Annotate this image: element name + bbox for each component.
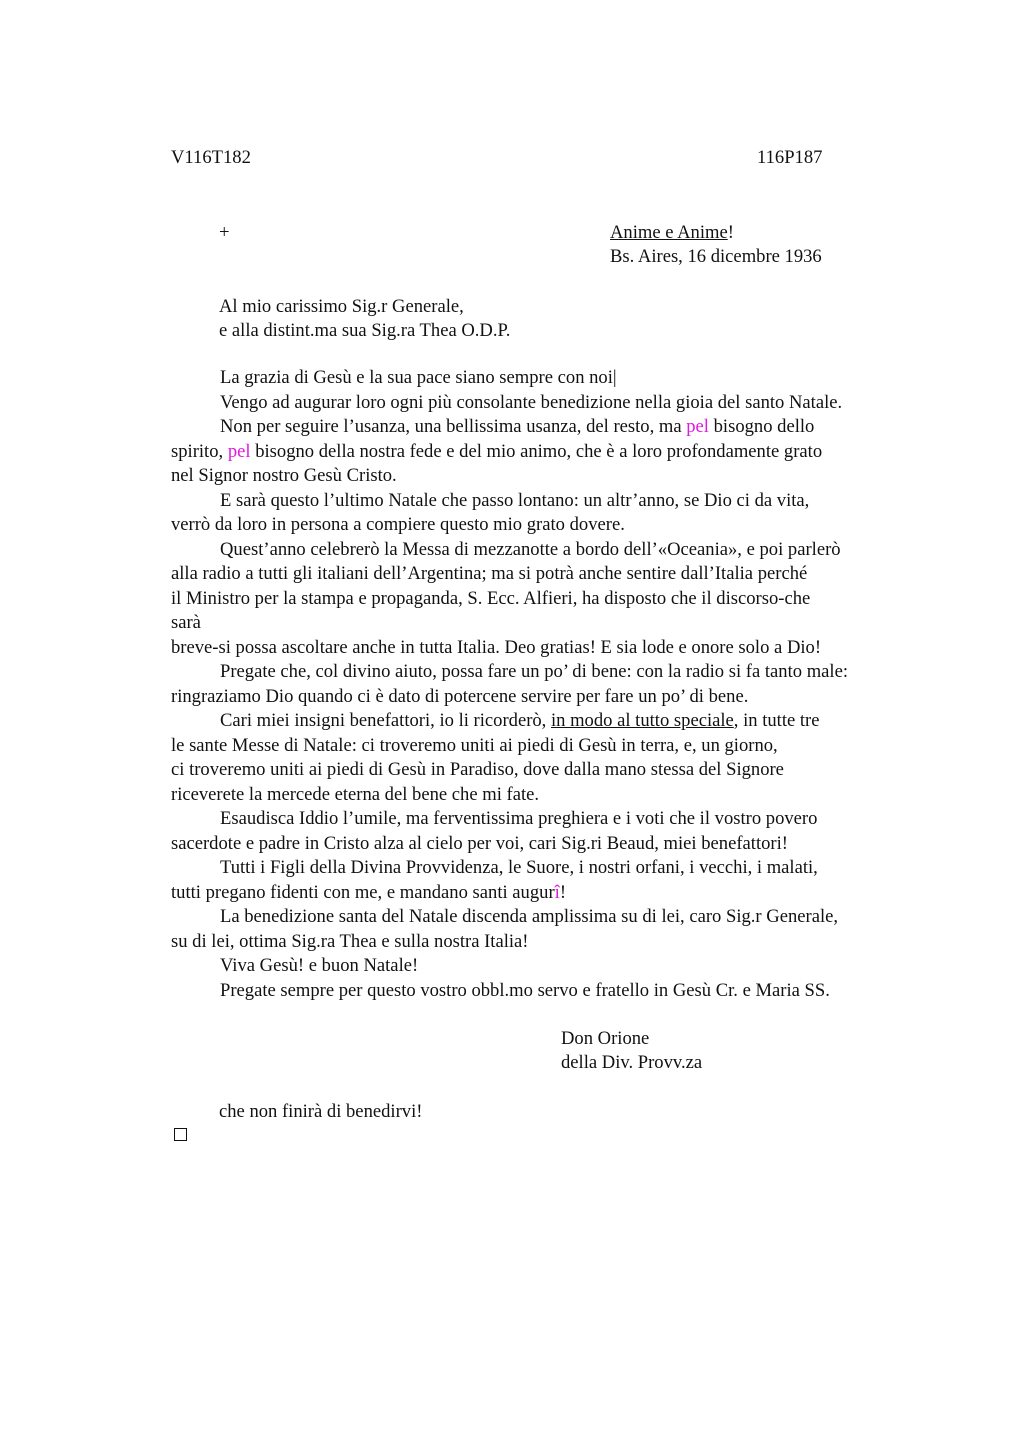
letter-line: il Ministro per la stampa e propaganda, S. Ecc. Alfieri, ha disposto che il discorso-che: [171, 587, 811, 609]
letter-line: [171, 440, 931, 465]
letter-line: Vengo ad augurar loro ogni più consolante benedizione nella gioia del santo Natale.: [220, 391, 843, 413]
address-line-2: e alla distint.ma sua Sig.ra Thea O.D.P.: [219, 320, 511, 341]
letter-line: sarà: [171, 612, 201, 633]
letter-line: [171, 709, 931, 734]
letter-line: Tutti i Figli della Divina Provvidenza, le Suore, i nostri orfani, i vecchi, i malati,: [220, 857, 818, 878]
cross-mark: +: [219, 222, 230, 243]
letter-line: nel Signor nostro Gesù Cristo.: [171, 465, 397, 486]
address-line-1: Al mio carissimo Sig.r Generale,: [219, 296, 464, 317]
text-span: Cari miei insigni benefattori, io li ricorderò,: [220, 710, 551, 731]
text-span: , in tutte tre: [733, 710, 820, 731]
letter-line: ringraziamo Dio quando ci è dato di potercene servire per fare un po’ di bene.: [171, 685, 749, 707]
letter-line: le sante Messe di Natale: ci troveremo uniti ai piedi di Gesù in terra, e, un giorno,: [171, 734, 778, 756]
motto-punct: !: [727, 222, 734, 243]
text-span: tutti pregano fidenti con me, e mandano santi augur: [171, 881, 555, 903]
underlined-phrase: in modo al tutto speciale: [550, 710, 734, 731]
signature-title: della Div. Provv.za: [561, 1052, 703, 1073]
letter-line: E sarà questo l’ultimo Natale che passo lontano: un altr’anno, se Dio ci da vita,: [220, 489, 810, 511]
text-span: bisogno della nostra fede e del mio animo, che è a loro profondamente grato: [250, 440, 823, 462]
text-span: bisogno dello: [708, 416, 815, 437]
archive-code-left: V116T182: [171, 147, 251, 168]
letter-line: [171, 415, 931, 440]
motto-line: [610, 221, 734, 246]
letter-line: riceverete la mercede eterna del bene che mi fate.: [171, 783, 540, 805]
letter-line: sacerdote e padre in Cristo alza al cielo per voi, cari Sig.ri Beaud, miei benefattori!: [171, 832, 788, 854]
place-date: Bs. Aires, 16 dicembre 1936: [610, 246, 822, 267]
text-span: Non per seguire l’usanza, una bellissima usanza, del resto, ma: [220, 416, 687, 437]
letter-line: La grazia di Gesù e la sua pace siano sempre con noi|: [220, 367, 617, 388]
motto: Anime e Anime: [610, 222, 728, 243]
signature-name: Don Orione: [561, 1028, 650, 1049]
letter-line: Esaudisca Iddio l’umile, ma ferventissima preghiera e i voti che il vostro povero: [220, 808, 818, 829]
archive-code-right: 116P187: [757, 147, 823, 168]
letter-line: su di lei, ottima Sig.ra Thea e sulla nostra Italia!: [171, 930, 529, 952]
letter-line: Pregate che, col divino aiuto, possa fare un po’ di bene: con la radio si fa tanto male:: [220, 661, 849, 682]
square-glyph-icon: [174, 1128, 187, 1141]
highlight-word: pel: [686, 416, 709, 437]
letter-line: Viva Gesù! e buon Natale!: [220, 955, 419, 976]
letter-line: [171, 881, 931, 906]
letter-body: [171, 366, 931, 1003]
letter-line: La benedizione santa del Natale discenda amplissima su di lei, caro Sig.r Generale,: [220, 906, 839, 927]
text-span: spirito,: [171, 440, 228, 462]
highlight-char: î: [554, 881, 560, 903]
letter-line: verrò da loro in persona a compiere questo mio grato dovere.: [171, 514, 625, 535]
letter-line: breve-si possa ascoltare anche in tutta Italia. Deo gratias! E sia lode e onore solo a Dio!: [171, 636, 822, 658]
letter-line: Quest’anno celebrerò la Messa di mezzanotte a bordo dell’«Oceania», e poi parlerò: [220, 538, 841, 560]
letter-line: ci troveremo uniti ai piedi di Gesù in Paradiso, dove dalla mano stessa del Signore: [171, 759, 784, 780]
highlight-word: pel: [227, 440, 251, 462]
letter-line: alla radio a tutti gli italiani dell’Argentina; ma si potrà anche sentire dall’Italia perché: [171, 563, 808, 584]
text-span: !: [559, 881, 567, 903]
letter-line: Pregate sempre per questo vostro obbl.mo servo e fratello in Gesù Cr. e Maria SS.: [220, 979, 830, 1001]
postscript: che non finirà di benedirvi!: [219, 1101, 423, 1122]
